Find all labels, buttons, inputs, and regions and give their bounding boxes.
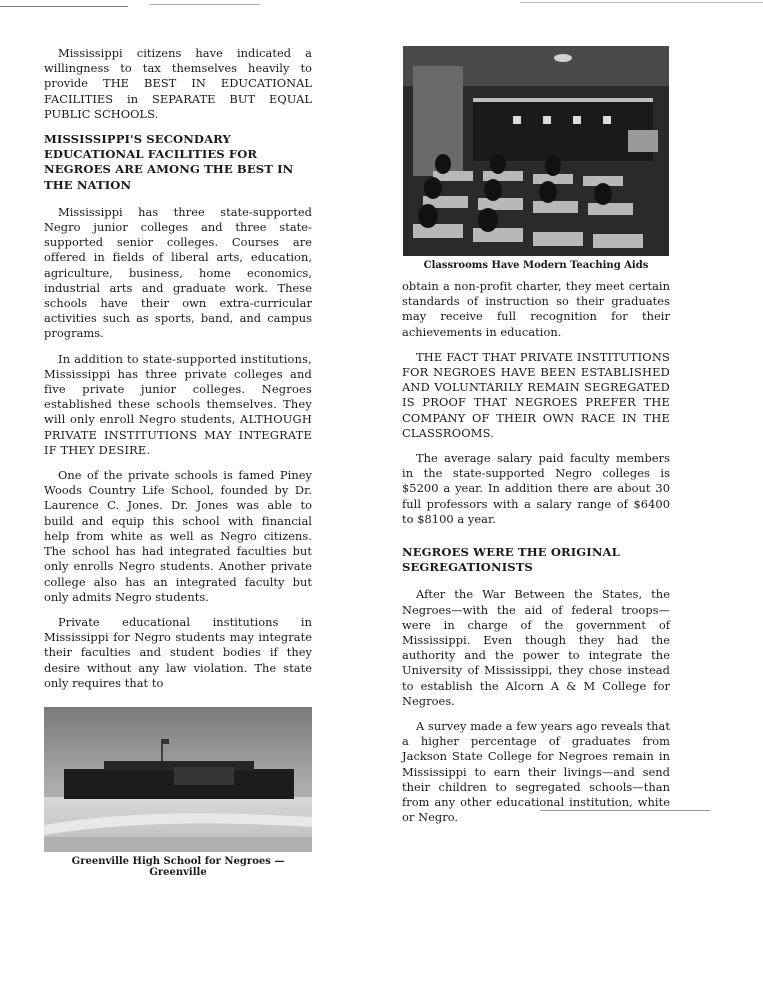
greenville-photo-caption: Greenville High School for Negroes — Greenville (71, 855, 285, 878)
school-building-image (44, 707, 312, 852)
private-colleges-paragraph: In addition to state-supported institutions, Mississippi has three private colleges and five private junior colleges. Negroes established these schools themselves. They will only enroll Negro students, ALTHOUGH PRIVATE INSTITUTIONS MAY INTEGRATE IF THEY DESIRE. (44, 351, 312, 457)
reconstruction-paragraph: After the War Between the States, the Negroes—with the aid of federal troops—were in charge of the government of Mississippi. Even though they had the authority and the power to integrate the University of Mississippi, they chose instead to establish the Alcorn A & M College for Negroes. (402, 587, 670, 708)
section-heading-secondary-facilities: MISSISSIPPI'S SECONDARY EDUCATIONAL FACILITIES FOR NEGROES ARE AMONG THE BEST IN THE NATION (44, 132, 294, 192)
voluntary-segregation-paragraph: THE FACT THAT PRIVATE INSTITUTIONS FOR NEGROES HAVE BEEN ESTABLISHED AND VOLUNTARILY REMAIN SEGREGATED IS PROOF THAT NEGROES PREFER THE COMPANY OF THEIR OWN RACE IN THE CLASSROOMS. (402, 349, 670, 440)
left-column (44, 46, 312, 878)
classroom-photo-caption: Classrooms Have Modern Teaching Aids (423, 260, 649, 271)
scan-line-top-left (0, 6, 128, 7)
piney-woods-paragraph: One of the private schools is famed Piney Woods Country Life School, founded by Dr. Laurence C. Jones. Dr. Jones was able to build and equip this school with financial help from white as well as Negro citizens. The school has had integrated faculties but only enrolls Negro students. Another private college also has an integrated faculty but only admits Negro students. (44, 468, 312, 604)
greenville-school-figure (44, 707, 312, 878)
section-heading-original-segregationists: NEGROES WERE THE ORIGINAL SEGREGATIONISTS (402, 545, 620, 575)
jackson-state-survey-paragraph: A survey made a few years ago reveals that a higher percentage of graduates from Jackson State College for Negroes remain in Mississippi to earn their livings—and send their children to segregated schools—than from any other educational institution, white or Negro. (402, 719, 670, 825)
colleges-paragraph: Mississippi has three state-supported Negro junior colleges and three state-supported senior colleges. Courses are offered in fields of liberal arts, education, agriculture, business, home economics, industrial arts and graduate work. These schools have their own extra-curricular activities such as sports, band, and campus programs. (44, 204, 312, 341)
greenville-school-photo (44, 707, 312, 852)
scan-line-top-right (520, 2, 763, 3)
charter-paragraph: obtain a non-profit charter, they meet certain standards of instruction so their graduates may receive full recognition for their achievements in education. (402, 279, 670, 339)
intro-paragraph: Mississippi citizens have indicated a willingness to tax themselves heavily to provide THE BEST IN EDUCATIONAL FACILITIES in SEPARATE BUT EQUAL PUBLIC SCHOOLS. (44, 46, 312, 121)
classroom-figure (402, 46, 670, 271)
scan-line-top-mid (150, 4, 260, 5)
right-column (402, 46, 670, 836)
classroom-photo (403, 46, 669, 256)
classroom-image (403, 46, 669, 256)
private-integration-paragraph: Private educational institutions in Mississippi for Negro students may integrate their faculties and student bodies if they desire without any law violation. The state only requires that to (44, 614, 312, 690)
faculty-salary-paragraph: The average salary paid faculty members in the state-supported Negro colleges is $5200 a year. In addition there are about 30 full professors with a salary range of $6400 to $8100 a year. (402, 451, 670, 526)
